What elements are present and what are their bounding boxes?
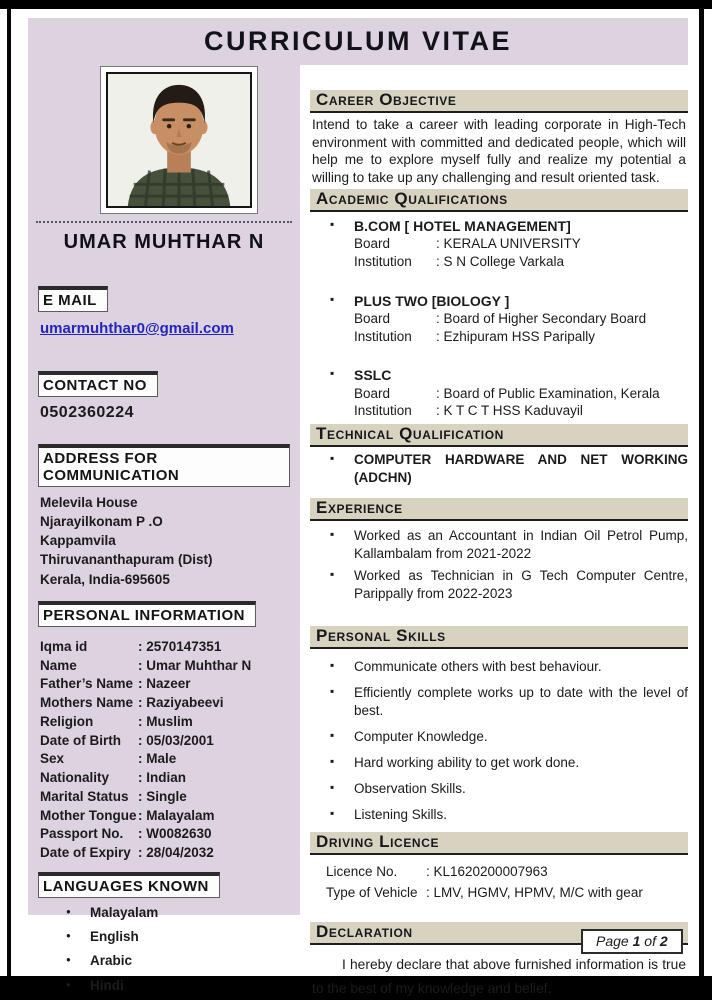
profile-photo bbox=[100, 66, 258, 214]
skill-item: ▪ Listening Skills. bbox=[310, 806, 688, 824]
experience-list bbox=[310, 527, 688, 602]
contact-label: CONTACT NO bbox=[38, 371, 158, 397]
candidate-name: UMAR MUHTHAR N bbox=[63, 231, 265, 253]
address-block bbox=[40, 493, 290, 589]
vehicle-type-row: Type of Vehicle : LMV, HGMV, HPMV, M/C with gear bbox=[326, 885, 643, 901]
photo-separator bbox=[36, 221, 292, 223]
page-label: Page bbox=[596, 933, 633, 949]
technical-item: ▪ COMPUTER HARDWARE AND NET WORKING (ADCHN) bbox=[310, 451, 688, 486]
address-line: Kappamvila bbox=[40, 533, 116, 549]
info-row: Nationality : Indian bbox=[40, 770, 186, 786]
info-row: Date of Expiry : 28/04/2032 bbox=[40, 845, 214, 861]
board-row: Board : KERALA UNIVERSITY bbox=[354, 235, 581, 251]
language-item: ● Malayalam bbox=[38, 906, 290, 921]
left-border-line bbox=[7, 9, 11, 976]
skills-list bbox=[310, 658, 688, 823]
language-item: ● English bbox=[38, 930, 290, 945]
info-row: Name : Umar Muhthar N bbox=[40, 657, 252, 673]
info-row: Marital Status : Single bbox=[40, 788, 187, 804]
skill-item: ▪ Observation Skills. bbox=[310, 780, 688, 798]
top-border-bar bbox=[0, 0, 712, 9]
header-band bbox=[28, 18, 688, 65]
email-link[interactable]: umarmuhthar0@gmail.com bbox=[40, 320, 234, 337]
institution-row: Institution : S N College Varkala bbox=[354, 253, 565, 269]
section-heading-experience: Experience bbox=[310, 498, 688, 521]
skill-item: ▪ Efficiently complete works up to date with the level of best. bbox=[310, 684, 688, 719]
section-heading-driving-licence: Driving Licence bbox=[310, 832, 688, 855]
qualification-title: ▪ B.COM [ HOTEL MANAGEMENT] bbox=[310, 217, 688, 235]
info-row: Mother Tongue : Malayalam bbox=[40, 807, 215, 823]
info-row: Sex : Male bbox=[40, 751, 177, 767]
right-border-line bbox=[699, 9, 704, 976]
address-line: Njarayilkonam P .O bbox=[40, 514, 163, 530]
board-row: Board : Board of Public Examination, Kerala bbox=[354, 385, 660, 401]
academic-entry bbox=[310, 292, 688, 346]
page-of: of bbox=[640, 933, 660, 949]
academic-entries bbox=[310, 217, 688, 420]
languages-list bbox=[38, 906, 290, 994]
main-column bbox=[310, 90, 688, 1000]
driving-licence-block bbox=[310, 862, 688, 904]
section-heading-personal-skills: Personal Skills bbox=[310, 626, 688, 649]
language-item: ● Hindi bbox=[38, 979, 290, 994]
info-row: Passport No. : W0082630 bbox=[40, 826, 212, 842]
career-objective-text: Intend to take a career with leading corporate in High-Tech environment with committed and dedicated people, which will help me to explore myself fully and realize my potential a willing to take up any challenging and result oriented task. bbox=[312, 117, 686, 186]
experience-item: ▪ Worked as an Accountant in Indian Oil Petrol Pump, Kallambalam from 2021-2022 bbox=[310, 527, 688, 562]
section-heading-career-objective: Career Objective bbox=[310, 90, 688, 113]
page-total: 2 bbox=[659, 933, 668, 949]
page-current: 1 bbox=[632, 933, 641, 949]
institution-row: Institution : K T C T HSS Kaduvayil bbox=[354, 403, 583, 419]
institution-row: Institution : Ezhipuram HSS Paripally bbox=[354, 328, 596, 344]
info-row: Iqma id : 2570147351 bbox=[40, 638, 222, 654]
language-item: ● Arabic bbox=[38, 954, 290, 969]
info-row: Date of Birth : 05/03/2001 bbox=[40, 732, 214, 748]
address-line: Thiruvananthapuram (Dist) bbox=[40, 552, 213, 568]
skill-item: ▪ Communicate others with best behaviour. bbox=[310, 658, 688, 676]
address-line: Melevila House bbox=[40, 495, 138, 510]
technical-list bbox=[310, 451, 688, 486]
academic-entry bbox=[310, 366, 688, 420]
experience-item: ▪ Worked as Technician in G Tech Computer Centre, Parippally from 2022-2023 bbox=[310, 567, 688, 602]
personal-info-block bbox=[40, 638, 290, 863]
info-row: Mothers Name : Raziyabeevi bbox=[40, 695, 224, 711]
info-row: Father’s Name : Nazeer bbox=[40, 676, 191, 692]
contact-number: 0502360224 bbox=[40, 404, 134, 421]
personal-info-label: PERSONAL INFORMATION bbox=[38, 601, 256, 627]
languages-label: LANGUAGES KNOWN bbox=[38, 872, 220, 898]
person-avatar-icon bbox=[108, 74, 250, 206]
page-number-badge bbox=[581, 929, 683, 954]
profile-photo-image bbox=[106, 72, 252, 208]
address-line: Kerala, India-695605 bbox=[40, 571, 170, 587]
section-heading-technical-qualification: Technical Qualification bbox=[310, 424, 688, 447]
qualification-title: ▪ SSLC bbox=[310, 366, 688, 384]
page-title: CURRICULUM VITAE bbox=[204, 26, 512, 56]
declaration-text: I hereby declare that above furnished information is true to the best of my knowledge and belief. bbox=[312, 957, 686, 997]
section-heading-academic-qualifications: Academic Qualifications bbox=[310, 189, 688, 212]
skill-item: ▪ Hard working ability to get work done. bbox=[310, 754, 688, 772]
skill-item: ▪ Computer Knowledge. bbox=[310, 728, 688, 746]
licence-number-row: Licence No. : KL1620200007963 bbox=[326, 864, 548, 880]
qualification-title: ▪ PLUS TWO [BIOLOGY ] bbox=[310, 292, 688, 310]
info-row: Religion : Muslim bbox=[40, 713, 193, 729]
section-heading-declaration: Declaration bbox=[310, 922, 688, 945]
board-row: Board : Board of Higher Secondary Board bbox=[354, 310, 647, 326]
academic-entry bbox=[310, 217, 688, 271]
sidebar bbox=[28, 65, 300, 993]
address-label: ADDRESS FOR COMMUNICATION bbox=[38, 444, 290, 487]
email-label: E MAIL bbox=[38, 286, 108, 312]
